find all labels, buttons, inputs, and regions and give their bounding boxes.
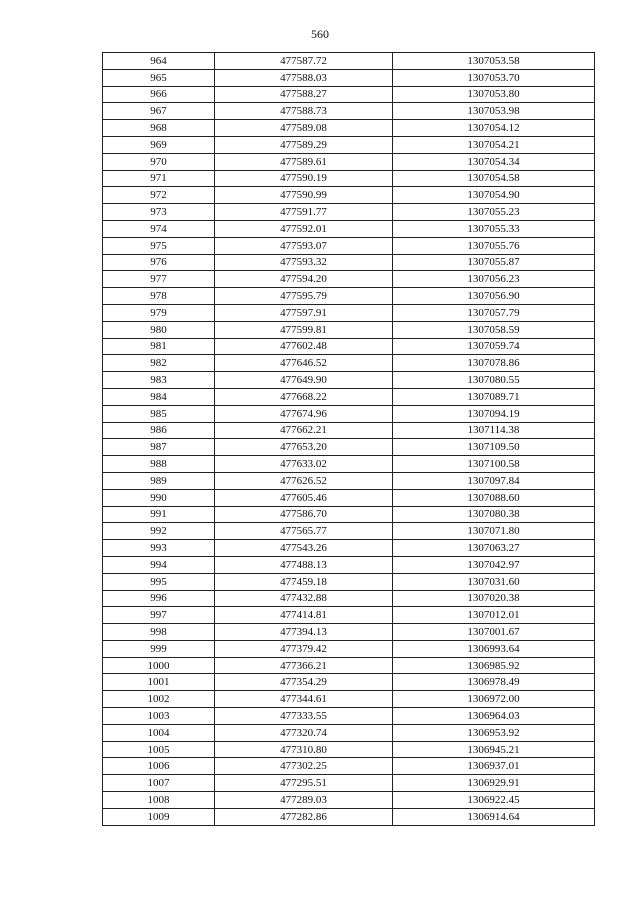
table-row (103, 388, 595, 405)
point-number-cell: 985 (103, 405, 215, 422)
table-row (103, 69, 595, 86)
table-row (103, 220, 595, 237)
y-coordinate-cell: 1307001.67 (393, 624, 595, 641)
table-row (103, 338, 595, 355)
x-coordinate-cell: 477459.18 (215, 573, 393, 590)
point-number-cell: 980 (103, 321, 215, 338)
x-coordinate-cell: 477587.72 (215, 53, 393, 70)
y-coordinate-cell: 1307054.90 (393, 187, 595, 204)
point-number-cell: 1009 (103, 808, 215, 825)
point-number-cell: 973 (103, 204, 215, 221)
y-coordinate-cell: 1306922.45 (393, 792, 595, 809)
point-number-cell: 971 (103, 170, 215, 187)
y-coordinate-cell: 1307063.27 (393, 540, 595, 557)
x-coordinate-cell: 477599.81 (215, 321, 393, 338)
point-number-cell: 1007 (103, 775, 215, 792)
point-number-cell: 986 (103, 422, 215, 439)
table-row (103, 86, 595, 103)
point-number-cell: 995 (103, 573, 215, 590)
point-number-cell: 972 (103, 187, 215, 204)
table-row (103, 254, 595, 271)
table-row (103, 741, 595, 758)
y-coordinate-cell: 1307053.70 (393, 69, 595, 86)
x-coordinate-cell: 477649.90 (215, 372, 393, 389)
y-coordinate-cell: 1307055.33 (393, 220, 595, 237)
point-number-cell: 1001 (103, 674, 215, 691)
x-coordinate-cell: 477626.52 (215, 472, 393, 489)
x-coordinate-cell: 477662.21 (215, 422, 393, 439)
x-coordinate-cell: 477593.32 (215, 254, 393, 271)
y-coordinate-cell: 1307114.38 (393, 422, 595, 439)
table-row (103, 607, 595, 624)
x-coordinate-cell: 477591.77 (215, 204, 393, 221)
point-number-cell: 987 (103, 439, 215, 456)
x-coordinate-cell: 477354.29 (215, 674, 393, 691)
page-number: 560 (311, 27, 329, 41)
y-coordinate-cell: 1307020.38 (393, 590, 595, 607)
y-coordinate-cell: 1307097.84 (393, 472, 595, 489)
point-number-cell: 964 (103, 53, 215, 70)
y-coordinate-cell: 1307088.60 (393, 489, 595, 506)
table-row (103, 288, 595, 305)
x-coordinate-cell: 477565.77 (215, 523, 393, 540)
table-row (103, 103, 595, 120)
table-row (103, 792, 595, 809)
table-row (103, 422, 595, 439)
point-number-cell: 975 (103, 237, 215, 254)
table-row (103, 540, 595, 557)
y-coordinate-cell: 1306929.91 (393, 775, 595, 792)
point-number-cell: 989 (103, 472, 215, 489)
table-row (103, 523, 595, 540)
x-coordinate-cell: 477333.55 (215, 708, 393, 725)
table-row (103, 237, 595, 254)
y-coordinate-cell: 1306945.21 (393, 741, 595, 758)
point-number-cell: 1003 (103, 708, 215, 725)
y-coordinate-cell: 1307053.58 (393, 53, 595, 70)
point-number-cell: 994 (103, 556, 215, 573)
point-number-cell: 976 (103, 254, 215, 271)
coordinates-table-body (103, 53, 595, 826)
y-coordinate-cell: 1307055.23 (393, 204, 595, 221)
y-coordinate-cell: 1307059.74 (393, 338, 595, 355)
y-coordinate-cell: 1306914.64 (393, 808, 595, 825)
x-coordinate-cell: 477586.70 (215, 506, 393, 523)
x-coordinate-cell: 477605.46 (215, 489, 393, 506)
y-coordinate-cell: 1307054.58 (393, 170, 595, 187)
table-row (103, 808, 595, 825)
table-row (103, 321, 595, 338)
point-number-cell: 979 (103, 304, 215, 321)
table-row (103, 372, 595, 389)
point-number-cell: 965 (103, 69, 215, 86)
point-number-cell: 977 (103, 271, 215, 288)
x-coordinate-cell: 477320.74 (215, 724, 393, 741)
table-row (103, 136, 595, 153)
table-row (103, 691, 595, 708)
y-coordinate-cell: 1307054.21 (393, 136, 595, 153)
x-coordinate-cell: 477543.26 (215, 540, 393, 557)
y-coordinate-cell: 1306972.00 (393, 691, 595, 708)
y-coordinate-cell: 1307057.79 (393, 304, 595, 321)
x-coordinate-cell: 477589.61 (215, 153, 393, 170)
y-coordinate-cell: 1307078.86 (393, 355, 595, 372)
table-row (103, 472, 595, 489)
table-row (103, 573, 595, 590)
table-row (103, 506, 595, 523)
x-coordinate-cell: 477633.02 (215, 456, 393, 473)
table-row (103, 724, 595, 741)
table-row (103, 120, 595, 137)
x-coordinate-cell: 477589.29 (215, 136, 393, 153)
table-row (103, 640, 595, 657)
point-number-cell: 1004 (103, 724, 215, 741)
point-number-cell: 996 (103, 590, 215, 607)
x-coordinate-cell: 477653.20 (215, 439, 393, 456)
table-row (103, 489, 595, 506)
y-coordinate-cell: 1307031.60 (393, 573, 595, 590)
x-coordinate-cell: 477432.88 (215, 590, 393, 607)
point-number-cell: 997 (103, 607, 215, 624)
point-number-cell: 974 (103, 220, 215, 237)
y-coordinate-cell: 1306937.01 (393, 758, 595, 775)
point-number-cell: 999 (103, 640, 215, 657)
y-coordinate-cell: 1307094.19 (393, 405, 595, 422)
x-coordinate-cell: 477588.03 (215, 69, 393, 86)
table-row (103, 304, 595, 321)
point-number-cell: 993 (103, 540, 215, 557)
table-row (103, 153, 595, 170)
point-number-cell: 970 (103, 153, 215, 170)
y-coordinate-cell: 1307100.58 (393, 456, 595, 473)
y-coordinate-cell: 1307109.50 (393, 439, 595, 456)
table-row (103, 271, 595, 288)
y-coordinate-cell: 1307053.98 (393, 103, 595, 120)
point-number-cell: 992 (103, 523, 215, 540)
coordinates-table (102, 52, 595, 826)
y-coordinate-cell: 1307058.59 (393, 321, 595, 338)
y-coordinate-cell: 1306993.64 (393, 640, 595, 657)
y-coordinate-cell: 1306985.92 (393, 657, 595, 674)
y-coordinate-cell: 1307055.76 (393, 237, 595, 254)
x-coordinate-cell: 477589.08 (215, 120, 393, 137)
y-coordinate-cell: 1306978.49 (393, 674, 595, 691)
x-coordinate-cell: 477597.91 (215, 304, 393, 321)
x-coordinate-cell: 477588.27 (215, 86, 393, 103)
table-row (103, 439, 595, 456)
y-coordinate-cell: 1307054.12 (393, 120, 595, 137)
point-number-cell: 1008 (103, 792, 215, 809)
x-coordinate-cell: 477674.96 (215, 405, 393, 422)
x-coordinate-cell: 477344.61 (215, 691, 393, 708)
y-coordinate-cell: 1307012.01 (393, 607, 595, 624)
x-coordinate-cell: 477488.13 (215, 556, 393, 573)
table-row (103, 657, 595, 674)
x-coordinate-cell: 477602.48 (215, 338, 393, 355)
y-coordinate-cell: 1307071.80 (393, 523, 595, 540)
x-coordinate-cell: 477594.20 (215, 271, 393, 288)
point-number-cell: 988 (103, 456, 215, 473)
point-number-cell: 968 (103, 120, 215, 137)
point-number-cell: 967 (103, 103, 215, 120)
point-number-cell: 1005 (103, 741, 215, 758)
point-number-cell: 984 (103, 388, 215, 405)
table-row (103, 758, 595, 775)
table-row (103, 53, 595, 70)
x-coordinate-cell: 477379.42 (215, 640, 393, 657)
point-number-cell: 1000 (103, 657, 215, 674)
y-coordinate-cell: 1307056.23 (393, 271, 595, 288)
point-number-cell: 991 (103, 506, 215, 523)
x-coordinate-cell: 477310.80 (215, 741, 393, 758)
x-coordinate-cell: 477592.01 (215, 220, 393, 237)
x-coordinate-cell: 477590.99 (215, 187, 393, 204)
y-coordinate-cell: 1307089.71 (393, 388, 595, 405)
x-coordinate-cell: 477282.86 (215, 808, 393, 825)
point-number-cell: 998 (103, 624, 215, 641)
x-coordinate-cell: 477668.22 (215, 388, 393, 405)
table-row (103, 187, 595, 204)
table-row (103, 624, 595, 641)
y-coordinate-cell: 1307054.34 (393, 153, 595, 170)
x-coordinate-cell: 477588.73 (215, 103, 393, 120)
y-coordinate-cell: 1306953.92 (393, 724, 595, 741)
x-coordinate-cell: 477595.79 (215, 288, 393, 305)
table-row (103, 556, 595, 573)
x-coordinate-cell: 477295.51 (215, 775, 393, 792)
x-coordinate-cell: 477646.52 (215, 355, 393, 372)
point-number-cell: 983 (103, 372, 215, 389)
table-row (103, 775, 595, 792)
point-number-cell: 982 (103, 355, 215, 372)
y-coordinate-cell: 1307080.55 (393, 372, 595, 389)
table-row (103, 355, 595, 372)
y-coordinate-cell: 1307042.97 (393, 556, 595, 573)
table-row (103, 590, 595, 607)
point-number-cell: 1002 (103, 691, 215, 708)
x-coordinate-cell: 477366.21 (215, 657, 393, 674)
point-number-cell: 978 (103, 288, 215, 305)
table-row (103, 405, 595, 422)
x-coordinate-cell: 477394.13 (215, 624, 393, 641)
point-number-cell: 981 (103, 338, 215, 355)
table-row (103, 708, 595, 725)
point-number-cell: 990 (103, 489, 215, 506)
x-coordinate-cell: 477590.19 (215, 170, 393, 187)
point-number-cell: 1006 (103, 758, 215, 775)
y-coordinate-cell: 1307080.38 (393, 506, 595, 523)
y-coordinate-cell: 1306964.03 (393, 708, 595, 725)
x-coordinate-cell: 477302.25 (215, 758, 393, 775)
x-coordinate-cell: 477414.81 (215, 607, 393, 624)
table-row (103, 170, 595, 187)
y-coordinate-cell: 1307056.90 (393, 288, 595, 305)
point-number-cell: 969 (103, 136, 215, 153)
x-coordinate-cell: 477289.03 (215, 792, 393, 809)
x-coordinate-cell: 477593.07 (215, 237, 393, 254)
table-row (103, 456, 595, 473)
y-coordinate-cell: 1307055.87 (393, 254, 595, 271)
point-number-cell: 966 (103, 86, 215, 103)
table-row (103, 674, 595, 691)
y-coordinate-cell: 1307053.80 (393, 86, 595, 103)
table-row (103, 204, 595, 221)
